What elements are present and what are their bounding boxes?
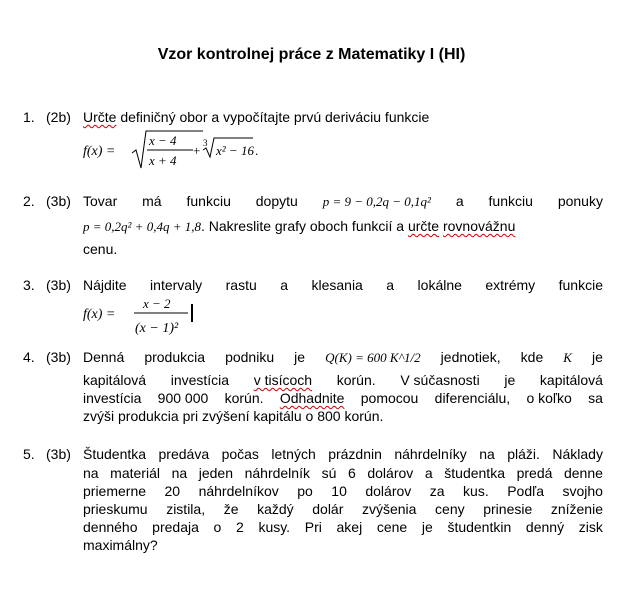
p5-l4-w0: prieskumu	[83, 501, 148, 517]
p5-l2-w2: na	[171, 465, 188, 481]
p1-end: .	[255, 143, 259, 158]
p4-l3-w7: sa	[588, 390, 603, 406]
p4-l3-w5: diferenciálu,	[434, 390, 511, 406]
p3-w6: lokálne	[417, 277, 462, 293]
p4-l2-w4: V súčasnosti	[400, 372, 480, 388]
p2-demand-formula: p = 9 − 0,2q − 0,1q²	[322, 194, 431, 209]
problem-5-line-1	[83, 446, 603, 462]
p4-w6: kde	[520, 349, 544, 365]
problem-2-points: (3b)	[46, 193, 71, 209]
problem-3-formula	[83, 294, 213, 340]
p1-radicand: x² − 16	[216, 143, 254, 158]
p4-w3: je	[294, 349, 306, 365]
p5-l5-w8: je	[421, 519, 433, 535]
problem-2-line-1	[83, 193, 603, 210]
problem-4-number: 4.	[23, 349, 35, 365]
p5-l1-w3: letných	[271, 446, 316, 462]
p5-l5-w11: zisk	[578, 519, 603, 535]
page-title: Vzor kontrolnej práce z Matematiky I (HI)	[157, 46, 466, 63]
p2-w3: dopytu	[255, 193, 298, 209]
p5-l4-w6: ceny	[435, 501, 465, 517]
p2-w5: a	[455, 193, 464, 209]
p5-l3-w3: po	[297, 483, 313, 499]
problem-5-line-4	[83, 501, 603, 517]
problem-4-line-4: zvýši produkcia pri zvýšení kapitálu o 800 korún.	[83, 408, 384, 424]
problem-4-points: (3b)	[46, 349, 71, 365]
p5-l3-w0: priemerne	[83, 483, 147, 499]
problem-4-line-3	[83, 390, 603, 406]
p5-l3-w7: kus.	[463, 483, 489, 499]
p4-l2-w2: v tisícoch	[253, 372, 313, 388]
problem-4-line-2	[83, 372, 603, 388]
p5-l2-w4: náhrdelník	[244, 465, 310, 481]
p2-w1: má	[142, 193, 162, 209]
p4-l2-w5: je	[504, 372, 516, 388]
p4-production-formula: Q(K) = 600 K^1/2	[325, 350, 421, 365]
p5-l1-w1: predáva	[158, 446, 210, 462]
p4-w2: podniku	[225, 349, 275, 365]
p5-l1-w5: náhrdelníky	[394, 446, 467, 462]
p1-root-index: 3	[203, 138, 208, 148]
p5-l2-w9: študentka	[444, 465, 505, 481]
p4-w1: produkcia	[144, 349, 206, 365]
p5-l3-w8: Podľa	[507, 483, 544, 499]
p5-l2-w0: na	[83, 465, 99, 481]
p4-w5: jednotiek,	[440, 349, 501, 365]
p3-w7: extrémy	[485, 277, 536, 293]
p4-l2-w6: kapitálová	[539, 372, 603, 388]
problem-2-line-2	[83, 218, 515, 235]
problem-1-text-rest: definičný obor a vypočítajte prvú deriváciu funkcie	[116, 109, 430, 125]
problem-2-line-3: cenu.	[83, 241, 118, 257]
p5-l3-w6: za	[429, 483, 445, 499]
p4-w8: je	[592, 349, 603, 365]
p5-l3-w5: dolárov	[365, 483, 412, 499]
p3-w8: funkcie	[558, 277, 603, 293]
p5-l3-w2: náhrdelníkov	[198, 483, 279, 499]
p4-l2-w3: korún.	[336, 372, 376, 388]
p4-l3-w3: Odhadnite	[279, 390, 345, 406]
p5-l5-w0: denného	[83, 519, 138, 535]
p4-l3-w4: pomocou	[360, 390, 419, 406]
p4-l2-w1: investícia	[170, 372, 230, 388]
p5-l5-w5: Pri	[304, 519, 322, 535]
problem-3-points: (3b)	[46, 277, 71, 293]
p5-l4-w5: zvýšenia	[361, 501, 417, 517]
p2-w7: ponuky	[557, 193, 603, 209]
p5-l5-w2: o	[213, 519, 222, 535]
p5-l5-w10: denný	[525, 519, 565, 535]
p5-l1-w6: na	[479, 446, 495, 462]
p4-w0: Denná	[83, 349, 125, 365]
p5-l2-w6: 6	[347, 465, 356, 481]
p5-l4-w8: zníženie	[550, 501, 603, 517]
p5-l1-w0: Študentka	[83, 446, 147, 462]
p5-l1-w7: pláži.	[507, 446, 540, 462]
p4-l3-w6: o koľko	[526, 390, 572, 406]
p2-word-rovnovaznu: rovnovážnu	[442, 218, 516, 234]
p4-l3-w0: investícia	[83, 390, 142, 406]
problem-2-number: 2.	[23, 193, 35, 209]
problem-3-line-1	[83, 277, 603, 293]
p1-f-den: x + 4	[149, 153, 177, 168]
problem-5-line-5	[83, 519, 603, 535]
p3-w1: intervaly	[150, 277, 203, 293]
problem-1-number: 1.	[23, 109, 35, 125]
problem-3-number: 3.	[23, 277, 35, 293]
p5-l2-w10: predá	[516, 465, 553, 481]
p3-w4: klesania	[311, 277, 363, 293]
problem-5-number: 5.	[23, 446, 35, 462]
p4-l3-w2: korún.	[224, 390, 264, 406]
problem-5-line-3	[83, 483, 603, 499]
problem-5-line-6: maximálny?	[83, 537, 158, 553]
p5-l2-w7: dolárov	[367, 465, 414, 481]
p5-l4-w7: prinesie	[483, 501, 533, 517]
p5-l1-w8: Náklady	[552, 446, 603, 462]
p5-l2-w8: a	[424, 465, 433, 481]
p3-w0: Nájdite	[83, 277, 127, 293]
p1-plus: +	[193, 143, 201, 158]
p2-word-urcte: určte	[407, 218, 440, 234]
p5-l5-w1: predaja	[152, 519, 199, 535]
problem-1-text	[83, 109, 429, 125]
p5-l5-w6: akej	[336, 519, 363, 535]
p3-f-lhs: f(x) =	[83, 307, 116, 322]
p2-line2-text: . Nakreslite grafy oboch funkcií a	[200, 218, 408, 234]
p5-l5-w9: študentkin	[447, 519, 512, 535]
p3-f-den: (x − 1)²	[135, 321, 179, 336]
p2-w2: funkciu	[186, 193, 231, 209]
p5-l2-w1: materiál	[110, 465, 160, 481]
problem-1-points: (2b)	[46, 109, 71, 125]
problem-5-line-2	[83, 465, 603, 481]
p5-l4-w2: že	[223, 501, 239, 517]
p3-w3: a	[280, 277, 289, 293]
p1-f-lhs: f(x) =	[83, 144, 116, 159]
p5-l3-w4: 10	[331, 483, 347, 499]
p5-l3-w1: 20	[164, 483, 181, 499]
p5-l5-w4: kusy.	[258, 519, 291, 535]
p3-w2: rastu	[225, 277, 257, 293]
p4-w7: K	[563, 350, 572, 365]
p5-l3-w9: svojho	[562, 483, 603, 499]
problem-1-word-urcte: Určte	[83, 109, 117, 125]
problem-4-line-1	[83, 349, 603, 366]
p4-l3-w1: 900 000	[157, 390, 209, 406]
p3-w5: a	[386, 277, 395, 293]
p5-l4-w3: každý	[257, 501, 294, 517]
p5-l1-w4: prázdnin	[328, 446, 382, 462]
p5-l2-w5: sú	[321, 465, 337, 481]
problem-1-formula	[83, 128, 273, 172]
p2-supply-formula: p = 0,2q² + 0,4q + 1,8	[83, 219, 201, 234]
p3-f-num: x − 2	[143, 296, 171, 311]
p5-l5-w7: cene	[376, 519, 408, 535]
p5-l5-w3: 2	[235, 519, 244, 535]
p5-l4-w4: dolár	[312, 501, 344, 517]
p4-l2-w0: kapitálová	[83, 372, 147, 388]
p1-f-num: x − 4	[149, 133, 177, 148]
p2-w6: funkciu	[488, 193, 533, 209]
p5-l2-w11: denne	[563, 465, 603, 481]
p2-w0: Tovar	[83, 193, 118, 209]
p5-l4-w1: zistila,	[166, 501, 206, 517]
p5-l1-w2: počas	[221, 446, 259, 462]
problem-5-points: (3b)	[46, 446, 71, 462]
p5-l2-w3: jeden	[198, 465, 233, 481]
